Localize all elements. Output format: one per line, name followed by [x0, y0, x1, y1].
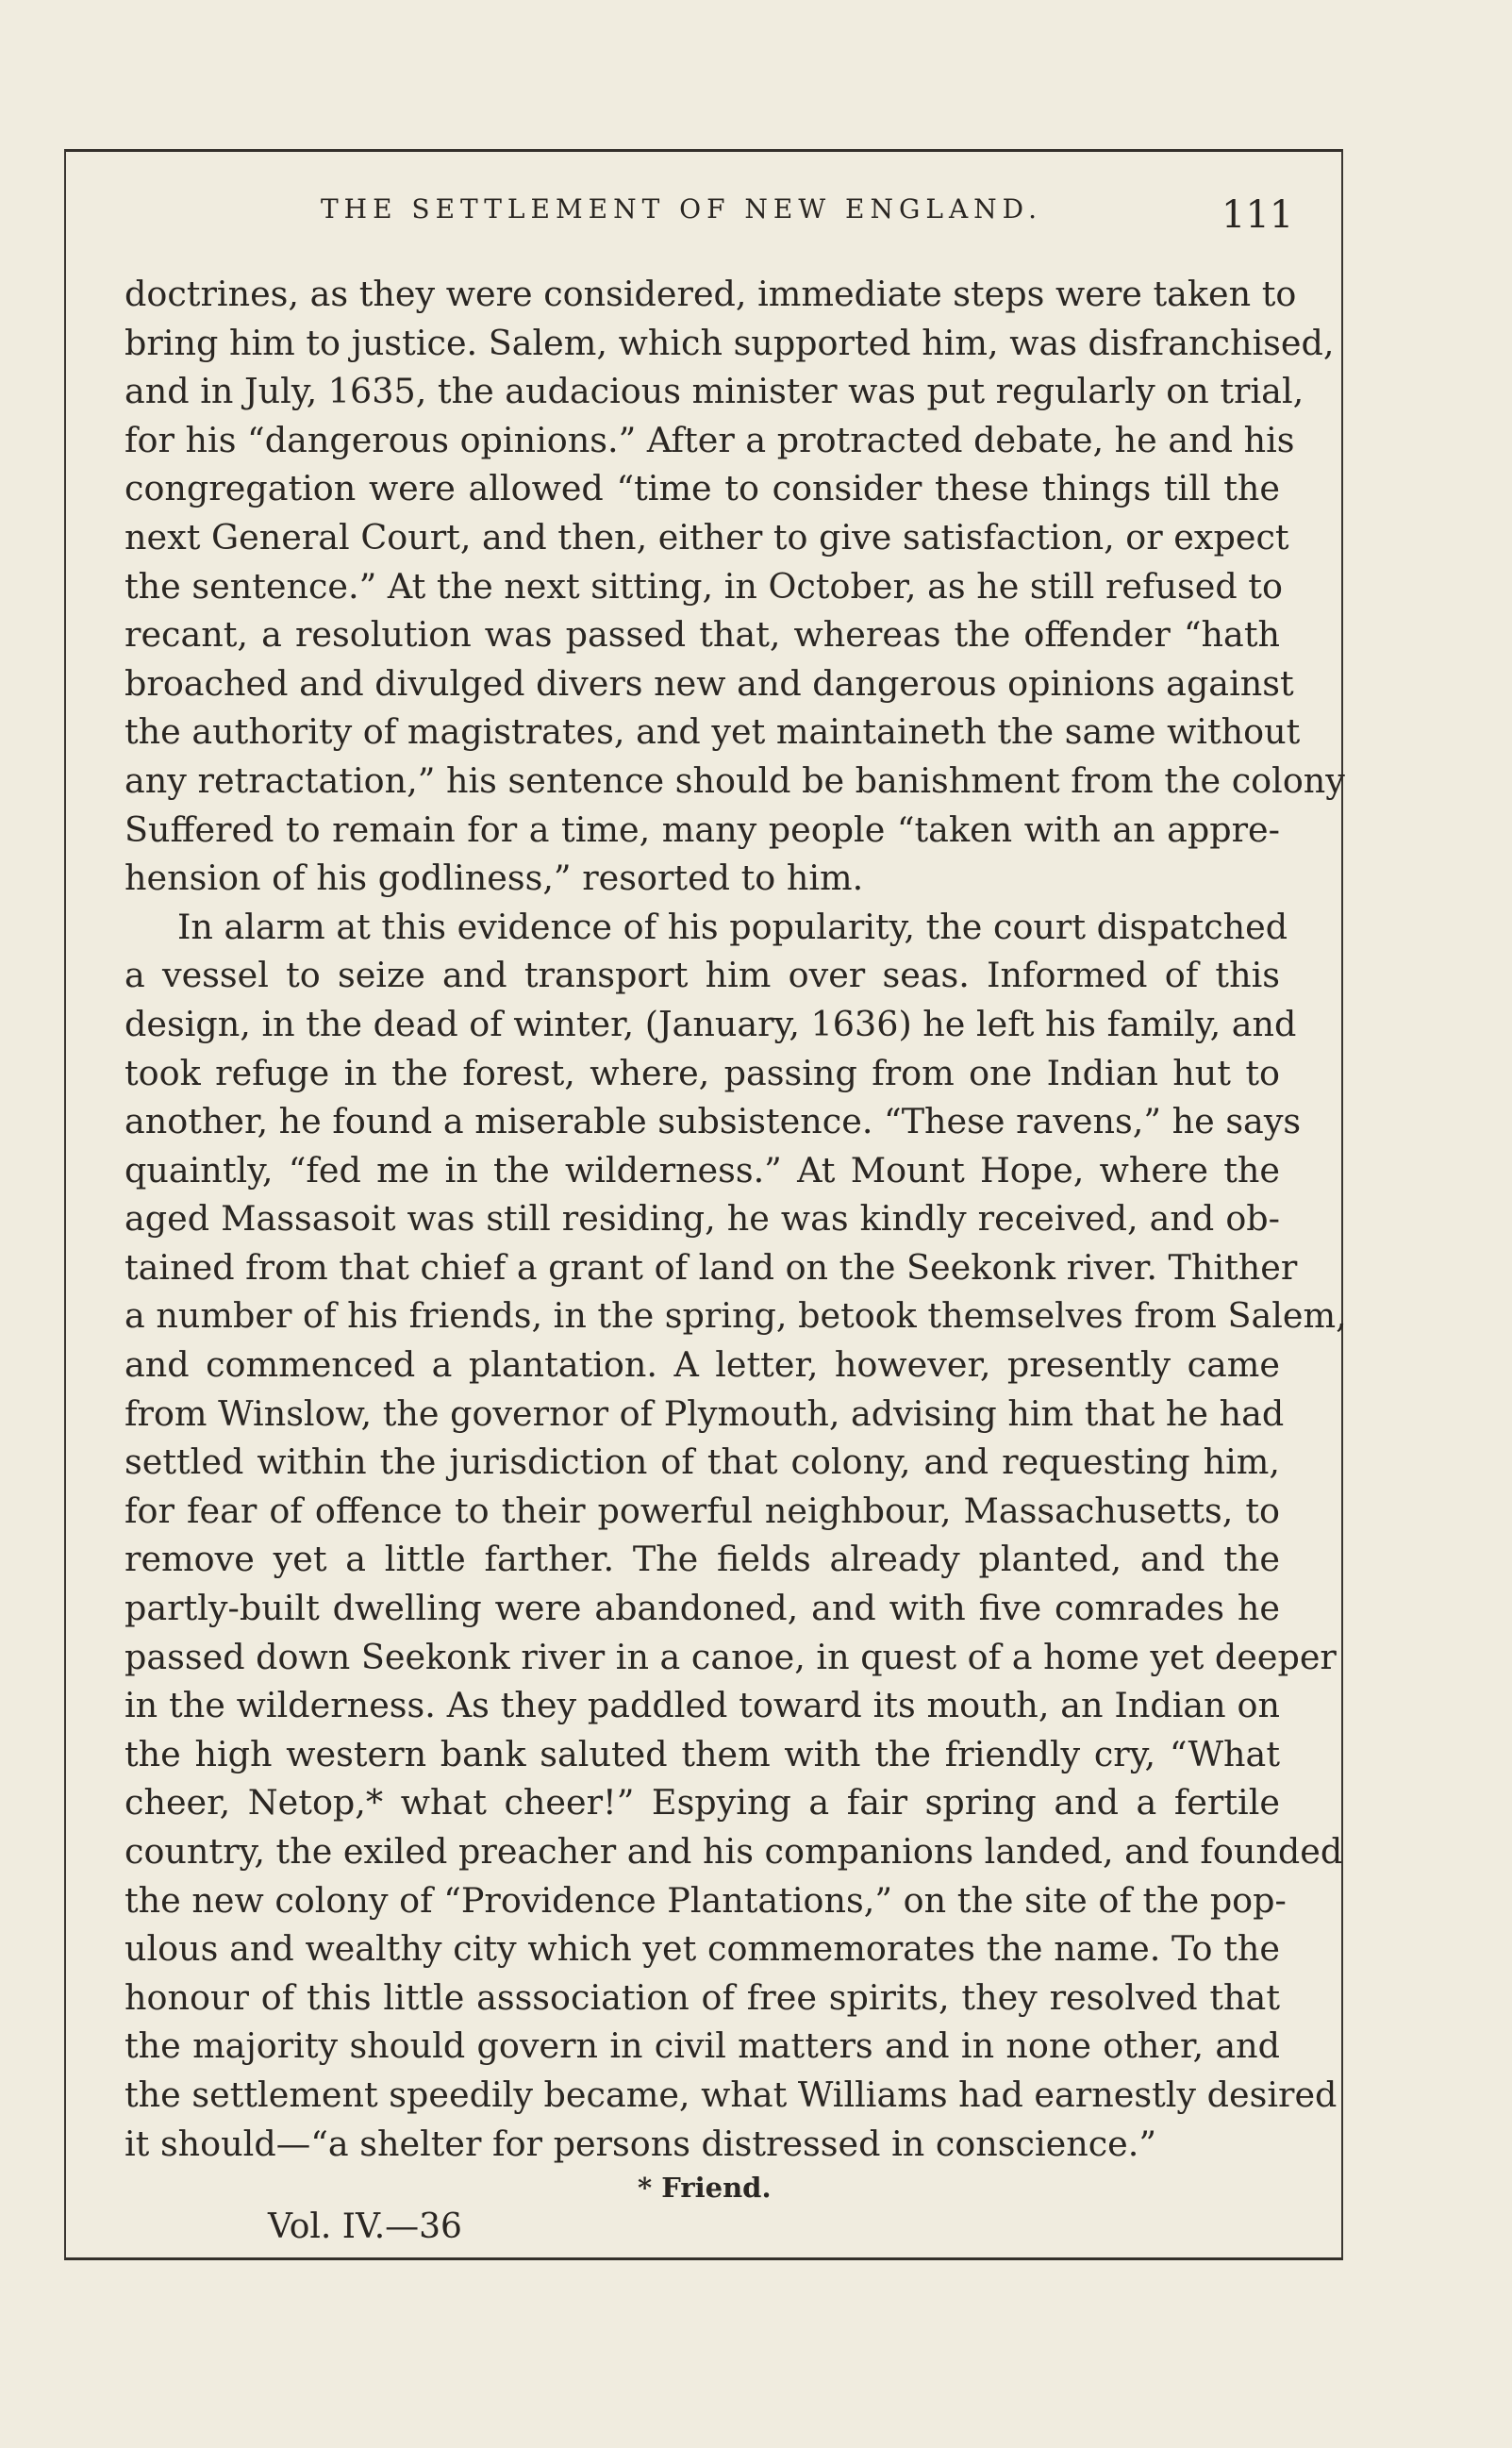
text-line: cheer, Netop,* what cheer!” Espying a fair spring and a fertile [125, 1782, 1280, 1824]
text-line: hension of his godliness,” resorted to him. [125, 858, 864, 899]
text-line: the settlement speedily became, what Williams had earnestly desired [125, 2073, 1338, 2115]
text-line: the high western bank saluted them with the friendly cry, “What [125, 1733, 1280, 1774]
text-line: country, the exiled preacher and his companions landed, and founded [125, 1831, 1343, 1872]
page-number: 111 [1221, 193, 1294, 237]
text-line: another, he found a miserable subsistence. “These ravens,” he says [125, 1101, 1302, 1142]
text-line: settled within the jurisdiction of that colony, and requesting him, [125, 1441, 1280, 1483]
text-line: passed down Seekonk river in a canoe, in quest of a home yet deeper [125, 1636, 1337, 1677]
text-line: and in July, 1635, the audacious minister was put regularly on trial, [125, 371, 1304, 412]
text-line: honour of this little asssociation of free spirits, they resolved that [125, 1976, 1280, 2018]
text-line: the new colony of “Providence Plantations,” on the site of the pop- [125, 1879, 1287, 1921]
text-line: partly-built dwelling were abandoned, and with five comrades he [125, 1588, 1280, 1629]
text-line: congregation were allowed “time to consider these things till the [125, 468, 1280, 509]
body-text [125, 270, 1347, 2168]
text-line: quaintly, “fed me in the wilderness.” At Mount Hope, where the [125, 1149, 1280, 1191]
text-line: broached and divulged divers new and dangerous opinions against [125, 662, 1294, 704]
text-line: tained from that chief a grant of land on the Seekonk river. Thither [125, 1246, 1298, 1288]
footnote: * Friend. [638, 2172, 772, 2204]
text-line: a vessel to seize and transport him over seas. Informed of this [125, 955, 1280, 996]
paragraph-2 [125, 903, 1347, 2168]
text-line: any retractation,” his sentence should be banishment from the colony [125, 759, 1345, 801]
text-line: ulous and wealthy city which yet commemorates the name. To the [125, 1928, 1280, 1970]
text-line: recant, a resolution was passed that, whereas the offender “hath [125, 614, 1280, 656]
signature-mark: Vol. IV.—36 [268, 2207, 462, 2246]
text-line: In alarm at this evidence of his popularity, the court dispatched [177, 906, 1288, 947]
text-line: and commenced a plantation. A letter, however, presently came [125, 1344, 1280, 1386]
text-line: bring him to justice. Salem, which supported him, was disfranchised, [125, 322, 1335, 363]
text-line: design, in the dead of winter, (January, 1636) he left his family, and [125, 1003, 1297, 1044]
text-line: aged Massasoit was still residing, he was kindly received, and ob- [125, 1198, 1280, 1240]
text-line: in the wilderness. As they paddled toward its mouth, an Indian on [125, 1685, 1280, 1726]
text-line: for his “dangerous opinions.” After a protracted debate, he and his [125, 419, 1295, 460]
text-line: doctrines, as they were considered, immediate steps were taken to [125, 274, 1297, 314]
text-line: from Winslow, the governor of Plymouth, advising him that he had [125, 1392, 1285, 1434]
text-line: a number of his friends, in the spring, betook themselves from Salem, [125, 1295, 1347, 1337]
text-line: Suffered to remain for a time, many people “taken with an appre- [125, 808, 1280, 850]
text-line: next General Court, and then, either to give satisfaction, or expect [125, 516, 1289, 558]
text-line: took refuge in the forest, where, passing from one Indian hut to [125, 1052, 1280, 1093]
text-line: the majority should govern in civil matters and in none other, and [125, 2025, 1280, 2067]
text-line: for fear of offence to their powerful neighbour, Massachusetts, to [125, 1490, 1280, 1531]
text-line: it should—“a shelter for persons distressed in conscience.” [125, 2123, 1157, 2164]
running-title: THE SETTLEMENT OF NEW ENGLAND. [321, 193, 1043, 225]
paragraph-1 [125, 270, 1345, 903]
text-line: remove yet a little farther. The fields already planted, and the [125, 1539, 1280, 1580]
text-line: the authority of magistrates, and yet maintaineth the same without [125, 711, 1301, 753]
text-line: the sentence.” At the next sitting, in October, as he still refused to [125, 565, 1283, 607]
